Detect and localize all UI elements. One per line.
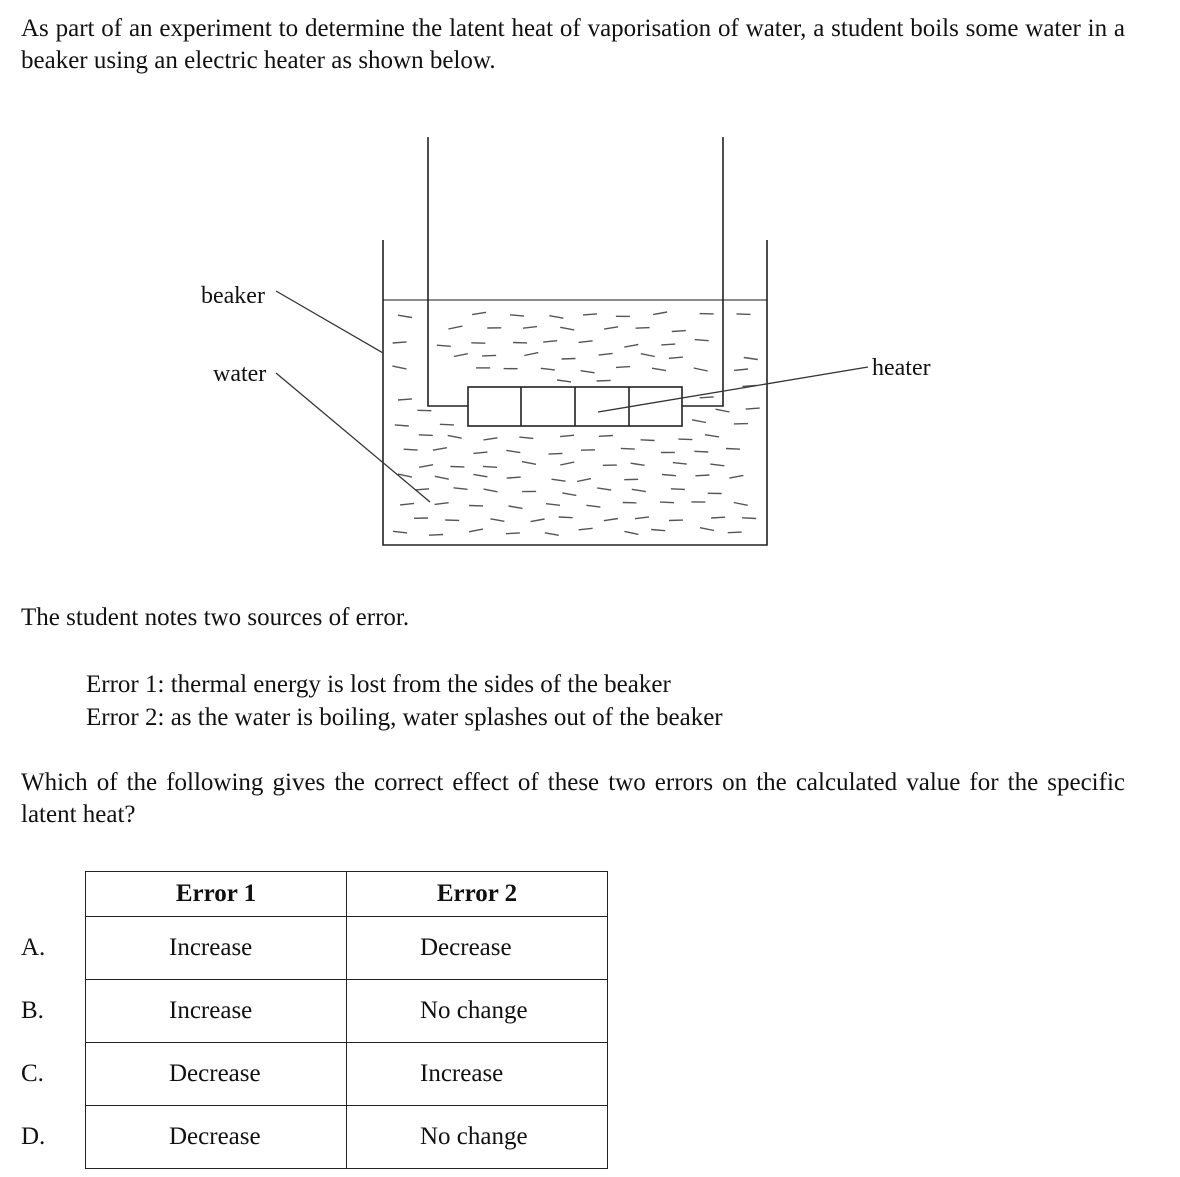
water-dash (435, 476, 449, 479)
water-dash (398, 315, 412, 317)
water-dash (400, 503, 414, 505)
heater-pointer (598, 367, 868, 412)
error-2-effect: Decrease (347, 917, 608, 980)
water-dash (484, 438, 498, 440)
water-dash (506, 533, 520, 534)
water-dash (429, 535, 443, 536)
water-dash (506, 450, 520, 452)
water-dash (695, 475, 709, 476)
beaker-pointer (276, 291, 383, 353)
water-dash (560, 327, 574, 330)
error-sources-intro: The student notes two sources of error. (21, 604, 410, 631)
water-dash (448, 435, 462, 438)
option-column-header (0, 872, 86, 917)
water-dash (742, 385, 756, 386)
water-dash (746, 408, 760, 409)
answer-row-a[interactable] (0, 917, 608, 980)
water-dash (705, 435, 719, 437)
error-2-effect: No change (347, 1106, 608, 1169)
water-dash (662, 475, 676, 476)
water-dash (711, 517, 725, 518)
water-dash (541, 368, 555, 370)
water-dash (653, 312, 667, 315)
water-dash (624, 345, 638, 348)
water-dash (484, 489, 498, 492)
water-dash (635, 517, 649, 519)
water-dash (579, 341, 593, 343)
water-dash (579, 528, 593, 530)
water-dash (519, 437, 533, 438)
water-dash (549, 316, 563, 319)
water-dash (483, 466, 497, 467)
option-label[interactable]: C. (21, 1060, 44, 1087)
water-dash (469, 529, 483, 532)
water-dash (490, 519, 504, 522)
water-dash (398, 399, 412, 400)
error-1-header: Error 1 (86, 872, 347, 917)
water-dash (524, 353, 538, 356)
water-dash (694, 451, 708, 452)
water-dash (393, 531, 407, 533)
water-dash (661, 344, 675, 345)
water-dash (523, 327, 537, 329)
water-dash (631, 463, 645, 465)
water-dash (616, 367, 630, 368)
question-prompt: Which of the following gives the correct effect of these two errors on the calculated value for the specific latent heat? (21, 769, 1125, 828)
water-dash (549, 453, 563, 454)
water-dash (562, 359, 576, 360)
water-dash (440, 424, 454, 425)
water-dash (604, 519, 618, 521)
water-dash (448, 326, 462, 329)
error-1-text: Error 1: thermal energy is lost from the sides of the beaker (86, 671, 671, 698)
heater-label: heater (872, 355, 931, 381)
water-dash (560, 435, 574, 436)
water-dash (419, 435, 433, 436)
water-dash (641, 354, 655, 357)
water-dash (472, 312, 486, 314)
water-dash (419, 465, 433, 468)
water-dash (710, 464, 724, 466)
water-dash (678, 439, 692, 440)
water-dash (632, 489, 646, 491)
water-dash (522, 462, 536, 465)
water-dash (543, 341, 557, 342)
answer-row-c[interactable] (0, 1043, 608, 1106)
water-dash (734, 369, 748, 370)
option-label[interactable]: D. (21, 1123, 46, 1150)
error-1-effect: Increase (86, 980, 347, 1043)
water-dash (599, 436, 613, 437)
answer-row-d[interactable] (0, 1106, 608, 1169)
water-dash (694, 368, 708, 371)
water-dash (398, 474, 412, 477)
question-intro: As part of an experiment to determine the latent heat of vaporisation of water, a student boils some water in a beaker using an electric heater as shown below. (21, 15, 1125, 74)
water-dash (669, 357, 683, 358)
water-dash (651, 530, 665, 531)
water-dash (560, 462, 574, 465)
water-dash (636, 328, 650, 329)
water-dash (604, 327, 618, 329)
water-dash (597, 380, 611, 381)
water-dash (700, 397, 714, 398)
water-dash (695, 340, 709, 341)
water-dash (583, 314, 597, 315)
water-dash (641, 440, 655, 441)
water-texture (392, 312, 759, 535)
error-list (86, 668, 723, 734)
water-dash (393, 342, 407, 343)
water-dash (742, 518, 756, 519)
water-dash (435, 503, 449, 505)
water-dash (454, 488, 468, 490)
water-dash (546, 504, 560, 506)
water-dash (577, 479, 591, 482)
water-dash (473, 474, 487, 476)
water-dash (415, 489, 429, 490)
water-dash (716, 409, 730, 412)
water-dash (652, 368, 666, 370)
water-pointer (276, 373, 430, 502)
answer-table (0, 871, 608, 1169)
water-dash (404, 449, 418, 450)
water-dash (728, 532, 742, 533)
water-dash (531, 519, 545, 522)
water-dash (473, 452, 487, 453)
water-dash (737, 314, 751, 315)
answer-row-b[interactable] (0, 980, 608, 1043)
water-dash (557, 380, 571, 382)
water-dash (599, 353, 613, 355)
error-1-effect: Increase (86, 917, 347, 980)
water-dash (660, 502, 674, 503)
water-dash (671, 489, 685, 490)
error-2-text: Error 2: as the water is boiling, water splashes out of the beaker (86, 704, 723, 731)
water-dash (672, 331, 686, 332)
water-dash (507, 477, 521, 478)
table-header-row (0, 872, 608, 917)
option-label[interactable]: A. (21, 934, 46, 961)
water-dash (562, 493, 576, 496)
water-dash (734, 503, 748, 506)
water-dash (433, 448, 447, 451)
water-dash (692, 420, 706, 423)
heater-tube (428, 137, 723, 406)
water-dash (552, 479, 566, 481)
error-2-effect: Increase (347, 1043, 608, 1106)
water-dash (454, 354, 468, 357)
water-dash (510, 315, 524, 316)
water-dash (597, 488, 611, 490)
water-dash (509, 506, 523, 508)
error-2-header: Error 2 (347, 872, 608, 917)
error-1-effect: Decrease (86, 1106, 347, 1169)
water-dash (437, 345, 451, 346)
water-dash (581, 371, 595, 373)
water-dash (482, 355, 496, 356)
water-dash (545, 533, 559, 536)
water-dash (621, 448, 635, 449)
error-2-effect: No change (347, 980, 608, 1043)
water-label: water (213, 361, 267, 387)
water-dash (586, 505, 600, 507)
beaker-outline (383, 240, 767, 545)
heater-element (468, 387, 682, 426)
water-dash (673, 463, 687, 465)
water-dash (395, 425, 409, 426)
water-dash (392, 366, 406, 369)
water-dash (559, 517, 573, 518)
water-dash (729, 475, 743, 478)
water-dash (700, 528, 714, 531)
error-1-effect: Decrease (86, 1043, 347, 1106)
water-dash (624, 531, 638, 534)
option-label[interactable]: B. (21, 997, 44, 1024)
beaker-label: beaker (201, 283, 265, 309)
water-dash (744, 358, 758, 360)
water-dash (726, 449, 740, 450)
